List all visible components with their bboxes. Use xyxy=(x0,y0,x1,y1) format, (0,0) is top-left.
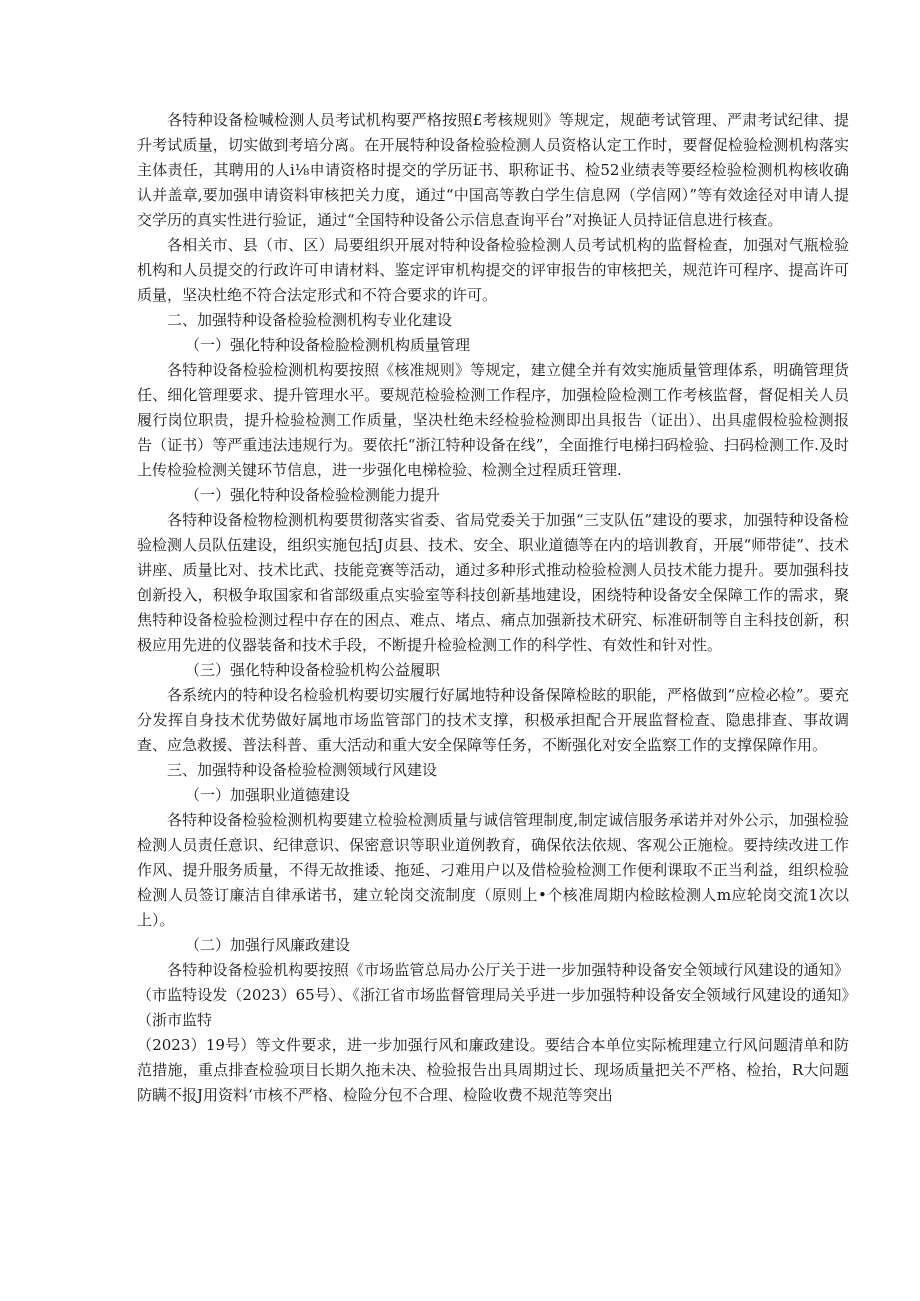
paragraph-public-welfare: 各系统内的特种设名检验机构要切实履行好属地特种设备保障检眩的职能，严格做到“应检必检”。要充分发挥自身技术优势做好属地市场监管部门的技术支撑，积极承担配合开展监督检查、隐患排查、事故调查、应急救援、普法科普、重大活动和重大安全保障等任务，不断强化对安全监察工作的支撑保障作用。 xyxy=(137,686,849,754)
subheading-public-welfare: （三）强化特种设备检验机构公益履职 xyxy=(185,661,441,679)
paragraph-capability: 各特种设备检物检测机构要贯彻落实省委、省局党委关于加强“三支队伍”建设的要求，加强特种设备检验检测人员队伍建设，组织实施包括J贞县、技术、安全、职业道德等在内的培训教育，开展“师带徒”、技术讲座、质量比对、技术比武、技能竞赛等活动，通过多种形式推动检验检测人员技术能力提升。要加强科技创新投入，积极争取国家和省部级重点实验室等科技创新基地建设，困绕特种设备安全保障工作的需求，聚焦特种设备检验检测过程中存在的困点、难点、堵点、痛点加强新技术研究、标准研制等自主科技创新，积极应用先进的仪器装备和技术手段，不断提升检验检测工作的科学性、有效性和针对性。 xyxy=(137,511,849,654)
paragraph-ethics: 各特种设备检验检测机构要建立检验检测质量与诚信管理制度,制定诚信服务承诺并对外公示，加强检验检测人员责任意识、纪律意识、保密意识等职业道例教育，确保依法依规、客观公正施检。要持续改进工作作风、提升服务质量，不得无故推诿、拖延、刁难用户以及借检验检测工作便利课取不正当利益，组织检验检测人员签订廉洁自律承诺书，建立轮岗交流制度（原则上•个核准周期内检眩检测人m应轮岗交流1次以上）。 xyxy=(137,811,849,929)
paragraph-quality-management: 各特种设备检验检测机构要按照《核准规则》等规定，建立健全并有效实施质量管理体系，明确管理货任、细化管理要求、提升管理水平。要规范检验检测工作程序，加强检险检测工作考核监督，督促相关人员履行岗位职贵，提升检验检测工作质量，坚决杜绝未经检验检测即出具报告（证出）、出具虚假检验检测报告（证书）等严重违法违规行为。要依托“浙江特种设备在线”，全面推行电梯扫码检验、扫码检测工作.及时上传检验检测关键环节信息，进一步强化电梯检验、检测全过程质玨管理. xyxy=(137,361,849,479)
paragraph-integrity: 各特种设备检验机构要按照《市场监管总局办公厅关于进一步加强特种设备安全领域行风建设的通知》（市监特设发（2023）65号）、《浙江省市场监督管理局关乎进一步加强特种设备安全领域行风建设的通知》（浙市监特 xyxy=(137,961,849,1029)
section-heading-3: 三、加强特种设备检验检测领域行风建设 xyxy=(167,761,438,779)
paragraph-supervision-check: 各相关市、县（市、区）局要组织开展对特种设备检验检测人员考试机构的监督检查，加强对气瓶检验机构和人员提交的行政许可申请材料、鉴定评审机构提交的评审报告的审核把关，规范许可程序、提高许可质量，坚决杜绝不符合法定形式和不符合要求的许可。 xyxy=(137,236,849,304)
document-body xyxy=(137,108,849,1108)
subheading-ethics: （一）加强职业道德建设 xyxy=(185,786,351,804)
subheading-integrity: （二）加强行风廉政建设 xyxy=(185,936,351,954)
paragraph-exam-institutions: 各特种设备检喊检测人员考试机构要严格按照£考核规则》等规定，规葩考试管理、严肃考试纪律、提升考试质量，切实做到考培分离。在开展特种设备检验检测人员资格认定工作时，要督促检验检测机构落实主体责任，其聘用的人i⅛申请资格时提交的学历证书、职称证书、检52业绩表等要经检验检测机构核收确认并盖章,要加强申请资料审核把关力度，通过“中国高等教白学生信息网（学信网）”等有效途径对申请人提交学历的真实性进行验证，通过“全国特种设备公示信息查询平台”对换证人员持证信息进行核查。 xyxy=(137,111,849,229)
subheading-quality-management: （一）强化特种设备检脸检测机构质量管理 xyxy=(185,336,471,354)
subheading-capability: （一）强化特种设备检验检测能力提升 xyxy=(185,486,441,504)
section-heading-2: 二、加强特种设备检验检测机构专业化建设 xyxy=(167,311,453,329)
paragraph-integrity-continued: （2023）19号）等文件要求，进一步加强行风和廉政建设。要结合本单位实际梳理建立行风问题清单和防范措施，重点排查检验项目长期久拖未决、检验报告出具周期过长、现场质量把关不严格、检抬，R大问题防瞒不报J用资料‘市核不严格、检险分包不合理、检险收费不规范等突出 xyxy=(137,1036,849,1104)
